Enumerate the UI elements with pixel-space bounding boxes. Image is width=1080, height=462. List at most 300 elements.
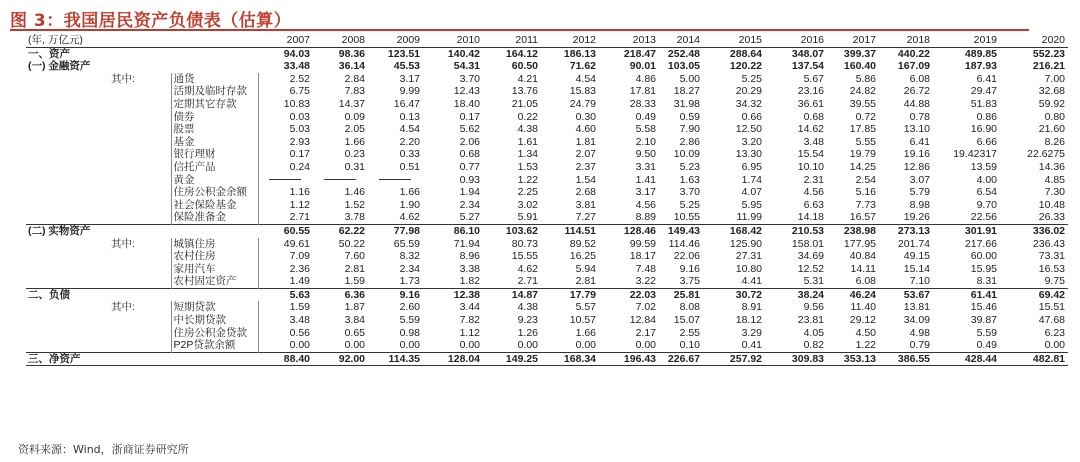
cell-value: 2.93 bbox=[289, 135, 311, 148]
row-group-label bbox=[109, 199, 171, 212]
cell-value: 6.41 bbox=[909, 135, 931, 148]
row-item-label: 社会保险基金 bbox=[171, 199, 258, 212]
cell-value: 309.83 bbox=[765, 352, 827, 366]
cell-value: 440.22 bbox=[897, 47, 931, 60]
cell-value: 7.09 bbox=[289, 250, 311, 263]
cell-value: 7.60 bbox=[344, 250, 366, 263]
cell-value: 2.52 bbox=[289, 72, 311, 85]
cell-value: 7.10 bbox=[909, 275, 931, 288]
row-category bbox=[26, 136, 109, 149]
cell-value: 8.32 bbox=[399, 250, 421, 263]
cell-value: 201.74 bbox=[897, 237, 931, 250]
cell-value: 10.10 bbox=[797, 160, 825, 173]
cell-value: 158.01 bbox=[791, 237, 825, 250]
cell-value: 0.17 bbox=[289, 148, 311, 161]
cell-value: 31.98 bbox=[673, 97, 701, 110]
cell-value: 18.27 bbox=[673, 85, 701, 98]
cell-value: 1.66 bbox=[399, 186, 421, 199]
cell-value: 187.93 bbox=[964, 60, 998, 73]
cell-value: 5.91 bbox=[517, 211, 539, 224]
cell-value: 273.13 bbox=[879, 224, 933, 237]
cell-value: 14.11 bbox=[850, 262, 877, 275]
year-header: 2016 bbox=[765, 34, 827, 47]
cell-value: 3.44 bbox=[459, 301, 481, 314]
cell-value: 0.23 bbox=[344, 148, 366, 161]
cell-value: 0.24 bbox=[289, 160, 311, 173]
cell-value: 34.09 bbox=[903, 314, 931, 327]
row-category bbox=[26, 339, 109, 352]
cell-value: 4.38 bbox=[517, 301, 539, 314]
row-group-label bbox=[109, 174, 171, 187]
cell-value: 4.05 bbox=[803, 326, 825, 339]
cell-value: 149.25 bbox=[483, 352, 541, 366]
cell-value: 4.41 bbox=[741, 275, 763, 288]
cell-value: 0.79 bbox=[909, 339, 931, 352]
cell-value: 103.05 bbox=[667, 60, 701, 73]
row-group-label bbox=[109, 186, 171, 199]
cell-value: 20.29 bbox=[735, 85, 763, 98]
cell-value: 5.59 bbox=[976, 326, 998, 339]
cell-value: 60.00 bbox=[970, 250, 998, 263]
row-category bbox=[26, 148, 109, 161]
cell-value: 9.50 bbox=[635, 148, 657, 161]
cell-value: 4.50 bbox=[855, 326, 877, 339]
row-category bbox=[26, 111, 109, 124]
table-row bbox=[26, 288, 1068, 301]
cell-value: 238.98 bbox=[827, 224, 879, 237]
cell-empty-dash bbox=[258, 174, 313, 187]
cell-value: 69.42 bbox=[1000, 288, 1068, 301]
row-category bbox=[26, 301, 109, 314]
cell-value: 12.43 bbox=[453, 85, 481, 98]
row-item-label bbox=[171, 47, 258, 60]
cell-value: 2.81 bbox=[344, 262, 366, 275]
cell-value: 99.59 bbox=[629, 237, 657, 250]
cell-value: 2.20 bbox=[399, 135, 421, 148]
balance-sheet-table bbox=[26, 34, 1068, 366]
cell-value: 71.94 bbox=[453, 237, 481, 250]
source-note: 资料来源：Wind，浙商证券研究所 bbox=[18, 443, 189, 456]
cell-value: 0.00 bbox=[459, 339, 481, 352]
cell-value: 3.38 bbox=[459, 262, 481, 275]
cell-value: 2.86 bbox=[679, 135, 701, 148]
row-item-label: 农村住房 bbox=[171, 250, 258, 263]
table-row bbox=[26, 98, 1068, 111]
row-category bbox=[26, 73, 109, 86]
cell-value: 0.00 bbox=[1044, 339, 1066, 352]
row-category bbox=[26, 211, 109, 224]
cell-value: 22.06 bbox=[673, 250, 701, 263]
cell-value: 7.83 bbox=[344, 85, 366, 98]
cell-value: 19.42317 bbox=[953, 148, 998, 161]
cell-value: 34.32 bbox=[735, 97, 763, 110]
cell-value: 482.81 bbox=[1000, 352, 1068, 366]
cell-value: 13.10 bbox=[903, 123, 931, 136]
cell-value: 3.48 bbox=[803, 135, 825, 148]
row-group-label bbox=[109, 314, 171, 327]
cell-value: 50.22 bbox=[338, 237, 366, 250]
cell-value: 3.07 bbox=[909, 173, 931, 186]
cell-value: 14.18 bbox=[797, 211, 825, 224]
cell-value: 3.81 bbox=[575, 198, 597, 211]
cell-value: 5.25 bbox=[741, 72, 763, 85]
cell-value: 0.09 bbox=[344, 110, 366, 123]
cell-value: 7.73 bbox=[855, 198, 877, 211]
cell-value: 2.84 bbox=[344, 72, 366, 85]
cell-value: 125.90 bbox=[729, 237, 763, 250]
cell-value: 167.09 bbox=[897, 60, 931, 73]
cell-value: 0.00 bbox=[344, 339, 366, 352]
row-item-label: 黄金 bbox=[171, 174, 258, 187]
table-row bbox=[26, 136, 1068, 149]
cell-value: 13.59 bbox=[970, 160, 998, 173]
cell-value: 6.36 bbox=[313, 288, 368, 301]
row-item-label: 通货 bbox=[171, 73, 258, 86]
cell-value: 489.85 bbox=[964, 47, 998, 60]
cell-value: 26.33 bbox=[1038, 211, 1066, 224]
row-item-label: 住房公积金贷款 bbox=[171, 327, 258, 340]
cell-value: 15.07 bbox=[673, 314, 701, 327]
cell-value: 9.23 bbox=[517, 314, 539, 327]
row-item-label: 信托产品 bbox=[171, 161, 258, 174]
cell-value: 9.16 bbox=[679, 262, 701, 275]
row-category bbox=[26, 85, 109, 98]
row-category: (二) 实物资产 bbox=[26, 224, 109, 237]
row-group-label bbox=[109, 250, 171, 263]
cell-value: 0.98 bbox=[399, 326, 421, 339]
table-row bbox=[26, 148, 1068, 161]
cell-value: 1.12 bbox=[289, 198, 311, 211]
row-category bbox=[26, 275, 109, 288]
cell-value: 0.31 bbox=[344, 160, 366, 173]
table-row bbox=[26, 47, 1068, 60]
cell-value: 5.58 bbox=[635, 123, 657, 136]
cell-value: 217.66 bbox=[964, 237, 998, 250]
cell-empty-dash bbox=[313, 174, 368, 187]
cell-value: 103.62 bbox=[483, 224, 541, 237]
unit-label: (年, 万亿元) bbox=[26, 34, 258, 47]
cell-value: 19.79 bbox=[849, 148, 877, 161]
title-divider bbox=[10, 29, 1029, 31]
row-category bbox=[26, 250, 109, 263]
cell-value: 149.43 bbox=[659, 224, 703, 237]
table-row bbox=[26, 73, 1068, 86]
cell-value: 38.24 bbox=[765, 288, 827, 301]
cell-value: 5.16 bbox=[855, 186, 877, 199]
cell-value: 5.31 bbox=[803, 275, 825, 288]
cell-value: 1.46 bbox=[344, 186, 366, 199]
cell-value: 44.88 bbox=[903, 97, 931, 110]
cell-value: 8.96 bbox=[459, 250, 481, 263]
cell-value: 26.72 bbox=[903, 85, 931, 98]
cell-value: 353.13 bbox=[827, 352, 879, 366]
row-group-label: 其中: bbox=[109, 238, 171, 251]
row-group-label bbox=[109, 263, 171, 276]
cell-value: 0.00 bbox=[289, 339, 311, 352]
row-item-label: 住房公积金余额 bbox=[171, 186, 258, 199]
cell-value: 15.14 bbox=[903, 262, 931, 275]
cell-value: 6.08 bbox=[909, 72, 931, 85]
cell-value: 5.27 bbox=[459, 211, 481, 224]
cell-value: 33.48 bbox=[283, 60, 311, 73]
cell-value: 49.61 bbox=[283, 237, 311, 250]
cell-value: 0.65 bbox=[344, 326, 366, 339]
cell-value: 2.17 bbox=[635, 326, 657, 339]
cell-value: 0.56 bbox=[289, 326, 311, 339]
cell-value: 10.09 bbox=[673, 148, 701, 161]
year-header: 2020 bbox=[1000, 34, 1068, 47]
cell-value: 8.26 bbox=[1044, 135, 1066, 148]
cell-value: 5.59 bbox=[399, 314, 421, 327]
cell-value: 8.08 bbox=[679, 301, 701, 314]
cell-value: 9.75 bbox=[1044, 275, 1066, 288]
cell-value: 13.81 bbox=[903, 301, 931, 314]
cell-value: 120.22 bbox=[729, 60, 763, 73]
cell-value: 62.22 bbox=[313, 224, 368, 237]
row-category bbox=[26, 327, 109, 340]
row-item-label: 农村固定资产 bbox=[171, 275, 258, 288]
cell-value: 60.55 bbox=[258, 224, 313, 237]
cell-value: 1.26 bbox=[517, 326, 539, 339]
cell-value: 34.69 bbox=[797, 250, 825, 263]
table-row bbox=[26, 199, 1068, 212]
cell-value: 114.46 bbox=[668, 237, 701, 250]
cell-value: 9.16 bbox=[368, 288, 423, 301]
row-group-label: 其中: bbox=[109, 301, 171, 314]
cell-value: 7.02 bbox=[635, 301, 657, 314]
cell-value: 257.92 bbox=[703, 352, 765, 366]
row-item-label: 保险准备金 bbox=[171, 211, 258, 224]
cell-value: 71.62 bbox=[569, 60, 597, 73]
cell-value: 0.59 bbox=[679, 110, 701, 123]
row-group-label bbox=[109, 123, 171, 136]
cell-value: 1.81 bbox=[575, 135, 597, 148]
cell-value: 5.00 bbox=[679, 72, 701, 85]
cell-value: 13.76 bbox=[511, 85, 539, 98]
row-category bbox=[26, 174, 109, 187]
row-item-label: P2P贷款余额 bbox=[171, 339, 258, 352]
cell-value: 5.23 bbox=[679, 160, 701, 173]
cell-value: 1.66 bbox=[575, 326, 597, 339]
cell-value: 23.16 bbox=[797, 85, 825, 98]
year-header: 2015 bbox=[703, 34, 765, 47]
cell-value: 10.83 bbox=[283, 97, 311, 110]
row-group-label bbox=[109, 275, 171, 288]
row-item-label: 定期其它存款 bbox=[171, 98, 258, 111]
cell-value: 9.56 bbox=[803, 301, 825, 314]
year-header: 2014 bbox=[659, 34, 703, 47]
cell-value: 0.77 bbox=[459, 160, 481, 173]
cell-value: 19.16 bbox=[903, 148, 931, 161]
cell-value: 3.70 bbox=[679, 186, 701, 199]
cell-value: 0.10 bbox=[679, 339, 701, 352]
row-group-label bbox=[109, 136, 171, 149]
cell-value: 428.44 bbox=[933, 352, 1000, 366]
cell-value: 2.34 bbox=[399, 262, 421, 275]
cell-value: 4.07 bbox=[741, 186, 763, 199]
cell-value: 32.68 bbox=[1038, 85, 1066, 98]
cell-value: 177.95 bbox=[843, 237, 877, 250]
table-header-row bbox=[26, 34, 1068, 47]
cell-value: 6.08 bbox=[855, 275, 877, 288]
cell-value: 1.59 bbox=[289, 301, 311, 314]
cell-value: 3.29 bbox=[741, 326, 763, 339]
cell-value: 0.17 bbox=[459, 110, 481, 123]
row-group-label bbox=[109, 98, 171, 111]
year-header: 2011 bbox=[483, 34, 541, 47]
table-row bbox=[26, 301, 1068, 314]
row-category bbox=[26, 238, 109, 251]
table-row bbox=[26, 275, 1068, 288]
cell-value: 1.22 bbox=[855, 339, 877, 352]
cell-value: 2.06 bbox=[459, 135, 481, 148]
cell-value: 15.46 bbox=[970, 301, 998, 314]
cell-value: 7.27 bbox=[575, 211, 597, 224]
cell-value: 399.37 bbox=[843, 47, 877, 60]
cell-value: 252.48 bbox=[667, 47, 701, 60]
cell-value: 348.07 bbox=[791, 47, 825, 60]
cell-value: 5.62 bbox=[459, 123, 481, 136]
cell-value: 0.00 bbox=[399, 339, 421, 352]
cell-value: 49.15 bbox=[903, 250, 931, 263]
cell-value: 14.37 bbox=[338, 97, 366, 110]
cell-value: 65.59 bbox=[393, 237, 421, 250]
table-row bbox=[26, 238, 1068, 251]
year-header: 2013 bbox=[599, 34, 659, 47]
cell-value: 0.33 bbox=[399, 148, 421, 161]
cell-value: 4.62 bbox=[517, 262, 539, 275]
cell-value: 45.53 bbox=[393, 60, 421, 73]
cell-value: 2.25 bbox=[517, 186, 539, 199]
row-category bbox=[26, 314, 109, 327]
table-row bbox=[26, 352, 1068, 366]
cell-value: 89.52 bbox=[569, 237, 597, 250]
cell-value: 16.47 bbox=[393, 97, 421, 110]
cell-value: 2.60 bbox=[399, 301, 421, 314]
cell-value: 336.02 bbox=[1000, 224, 1068, 237]
year-header: 2018 bbox=[879, 34, 933, 47]
cell-value: 28.33 bbox=[629, 97, 657, 110]
cell-value: 29.47 bbox=[970, 85, 998, 98]
cell-value: 1.61 bbox=[517, 135, 539, 148]
cell-value: 137.54 bbox=[791, 60, 825, 73]
table-row bbox=[26, 339, 1068, 352]
cell-value: 10.80 bbox=[735, 262, 763, 275]
table-row bbox=[26, 60, 1068, 73]
year-header: 2009 bbox=[368, 34, 423, 47]
cell-value: 13.30 bbox=[735, 148, 763, 161]
cell-value: 226.67 bbox=[659, 352, 703, 366]
cell-value: 1.34 bbox=[517, 148, 539, 161]
cell-value: 140.42 bbox=[447, 47, 481, 60]
row-item-label bbox=[171, 288, 258, 301]
table-row bbox=[26, 224, 1068, 237]
cell-value: 92.00 bbox=[313, 352, 368, 366]
row-group-label bbox=[109, 224, 171, 237]
row-group-label bbox=[109, 339, 171, 352]
cell-value: 4.54 bbox=[575, 72, 597, 85]
cell-value: 5.03 bbox=[289, 123, 311, 136]
cell-value: 210.53 bbox=[765, 224, 827, 237]
cell-value: 0.41 bbox=[741, 339, 763, 352]
cell-value: 236.43 bbox=[1032, 237, 1066, 250]
row-category: 一、资产 bbox=[28, 47, 70, 60]
cell-value: 0.86 bbox=[976, 110, 998, 123]
cell-value: 53.67 bbox=[879, 288, 933, 301]
cell-value: 6.95 bbox=[741, 160, 763, 173]
row-category: 三、净资产 bbox=[26, 352, 109, 366]
cell-value: 164.12 bbox=[505, 47, 539, 60]
row-item-label: 短期贷款 bbox=[171, 301, 258, 314]
cell-value: 23.81 bbox=[797, 314, 825, 327]
cell-value: 24.79 bbox=[569, 97, 597, 110]
row-category bbox=[26, 123, 109, 136]
cell-value: 0.72 bbox=[855, 110, 877, 123]
cell-value: 0.51 bbox=[399, 160, 421, 173]
cell-value: 5.86 bbox=[855, 72, 877, 85]
cell-value: 2.68 bbox=[575, 186, 597, 199]
cell-value: 15.55 bbox=[511, 250, 539, 263]
row-item-label bbox=[171, 60, 258, 73]
row-item-label: 基金 bbox=[171, 136, 258, 149]
cell-value: 1.52 bbox=[344, 198, 366, 211]
cell-value: 128.04 bbox=[423, 352, 483, 366]
cell-value: 61.41 bbox=[933, 288, 1000, 301]
row-group-label bbox=[109, 47, 171, 60]
cell-value: 114.51 bbox=[541, 224, 599, 237]
cell-value: 1.66 bbox=[344, 135, 366, 148]
row-item-label: 活期及临时存款 bbox=[171, 85, 258, 98]
row-item-label: 家用汽车 bbox=[171, 263, 258, 276]
cell-value: 3.17 bbox=[635, 186, 657, 199]
cell-value: 2.36 bbox=[289, 262, 311, 275]
cell-value: 21.05 bbox=[511, 97, 539, 110]
cell-value: 0.03 bbox=[289, 110, 311, 123]
cell-value: 160.40 bbox=[843, 60, 877, 73]
table-row bbox=[26, 314, 1068, 327]
row-category bbox=[26, 263, 109, 276]
cell-value: 5.57 bbox=[575, 301, 597, 314]
cell-value: 4.21 bbox=[517, 72, 539, 85]
cell-value: 2.37 bbox=[575, 160, 597, 173]
cell-value: 22.6275 bbox=[1027, 148, 1066, 161]
year-header: 2017 bbox=[827, 34, 879, 47]
cell-value: 8.89 bbox=[635, 211, 657, 224]
cell-value: 80.73 bbox=[511, 237, 539, 250]
cell-value: 39.55 bbox=[849, 97, 877, 110]
cell-value: 36.61 bbox=[797, 97, 825, 110]
table-row bbox=[26, 85, 1068, 98]
cell-value: 6.54 bbox=[976, 186, 998, 199]
row-group-label bbox=[109, 352, 171, 366]
row-group-label bbox=[109, 288, 171, 301]
row-group-label bbox=[109, 60, 171, 73]
year-header: 2008 bbox=[313, 34, 368, 47]
year-header: 2007 bbox=[258, 34, 313, 47]
cell-value: 18.40 bbox=[453, 97, 481, 110]
cell-value: 3.20 bbox=[741, 135, 763, 148]
cell-value: 7.48 bbox=[635, 262, 657, 275]
cell-value: 22.56 bbox=[970, 211, 998, 224]
table-row bbox=[26, 123, 1068, 136]
cell-value: 51.83 bbox=[970, 97, 998, 110]
row-category bbox=[26, 199, 109, 212]
table-row bbox=[26, 211, 1068, 224]
cell-value: 0.78 bbox=[909, 110, 931, 123]
cell-value: 2.10 bbox=[635, 135, 657, 148]
cell-value: 0.82 bbox=[803, 339, 825, 352]
cell-value: 8.98 bbox=[909, 198, 931, 211]
